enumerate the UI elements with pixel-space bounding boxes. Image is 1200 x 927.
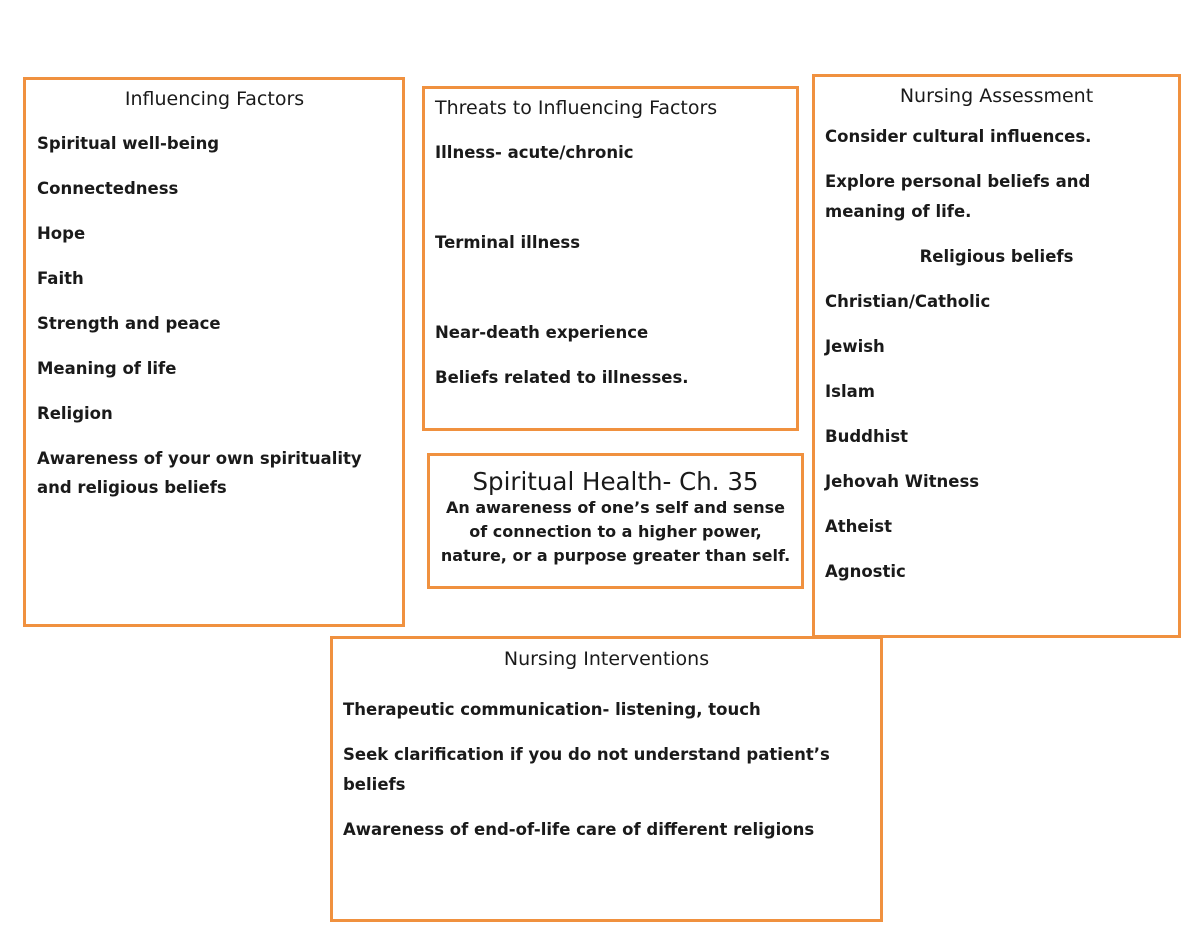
list-item: Illness- acute/chronic	[435, 143, 634, 162]
list-item: Hope	[37, 224, 86, 243]
list-item: Explore personal beliefs and meaning of life.	[825, 172, 1091, 221]
threats-list	[435, 138, 786, 393]
central-topic-title: Spiritual Health- Ch. 35	[472, 467, 759, 496]
religious-beliefs-heading: Religious beliefs	[919, 247, 1074, 266]
list-item: Strength and peace	[37, 314, 221, 333]
list-item: Near-death experience	[435, 323, 649, 342]
list-item: Awareness of your own spirituality and religious beliefs	[37, 449, 362, 497]
nursing-assessment-box	[812, 74, 1181, 638]
list-item: Islam	[825, 382, 875, 401]
nursing-interventions-title: Nursing Interventions	[503, 648, 710, 670]
list-item: Jehovah Witness	[825, 472, 980, 491]
threats-title: Threats to Influencing Factors	[435, 97, 718, 119]
threats-box	[422, 86, 799, 431]
nursing-assessment-list	[825, 122, 1168, 587]
nursing-assessment-title: Nursing Assessment	[899, 85, 1094, 107]
list-item: Beliefs related to illnesses.	[435, 368, 689, 387]
influencing-factors-list	[37, 129, 392, 502]
influencing-factors-box	[23, 77, 405, 627]
list-item: Awareness of end-of-life care of different religions	[343, 820, 815, 839]
list-item: Consider cultural influences.	[825, 127, 1092, 146]
list-item: Faith	[37, 269, 84, 288]
nursing-interventions-list	[343, 695, 870, 845]
list-item: Connectedness	[37, 179, 179, 198]
central-topic-description: An awareness of one’s self and sense of connection to a higher power, nature, or a purpose greater than self.	[440, 498, 791, 565]
list-item: Agnostic	[825, 562, 906, 581]
nursing-interventions-box	[330, 636, 883, 922]
list-item: Seek clarification if you do not understand patient’s beliefs	[343, 745, 830, 794]
list-item: Jewish	[825, 337, 885, 356]
influencing-factors-title: Influencing Factors	[124, 88, 305, 110]
list-item: Terminal illness	[435, 233, 581, 252]
list-item: Atheist	[825, 517, 892, 536]
list-item: Christian/Catholic	[825, 292, 991, 311]
list-item: Meaning of life	[37, 359, 177, 378]
list-item: Spiritual well-being	[37, 134, 220, 153]
list-item: Religion	[37, 404, 113, 423]
central-topic-box	[427, 453, 804, 589]
list-item: Buddhist	[825, 427, 909, 446]
list-item: Therapeutic communication- listening, touch	[343, 700, 761, 719]
